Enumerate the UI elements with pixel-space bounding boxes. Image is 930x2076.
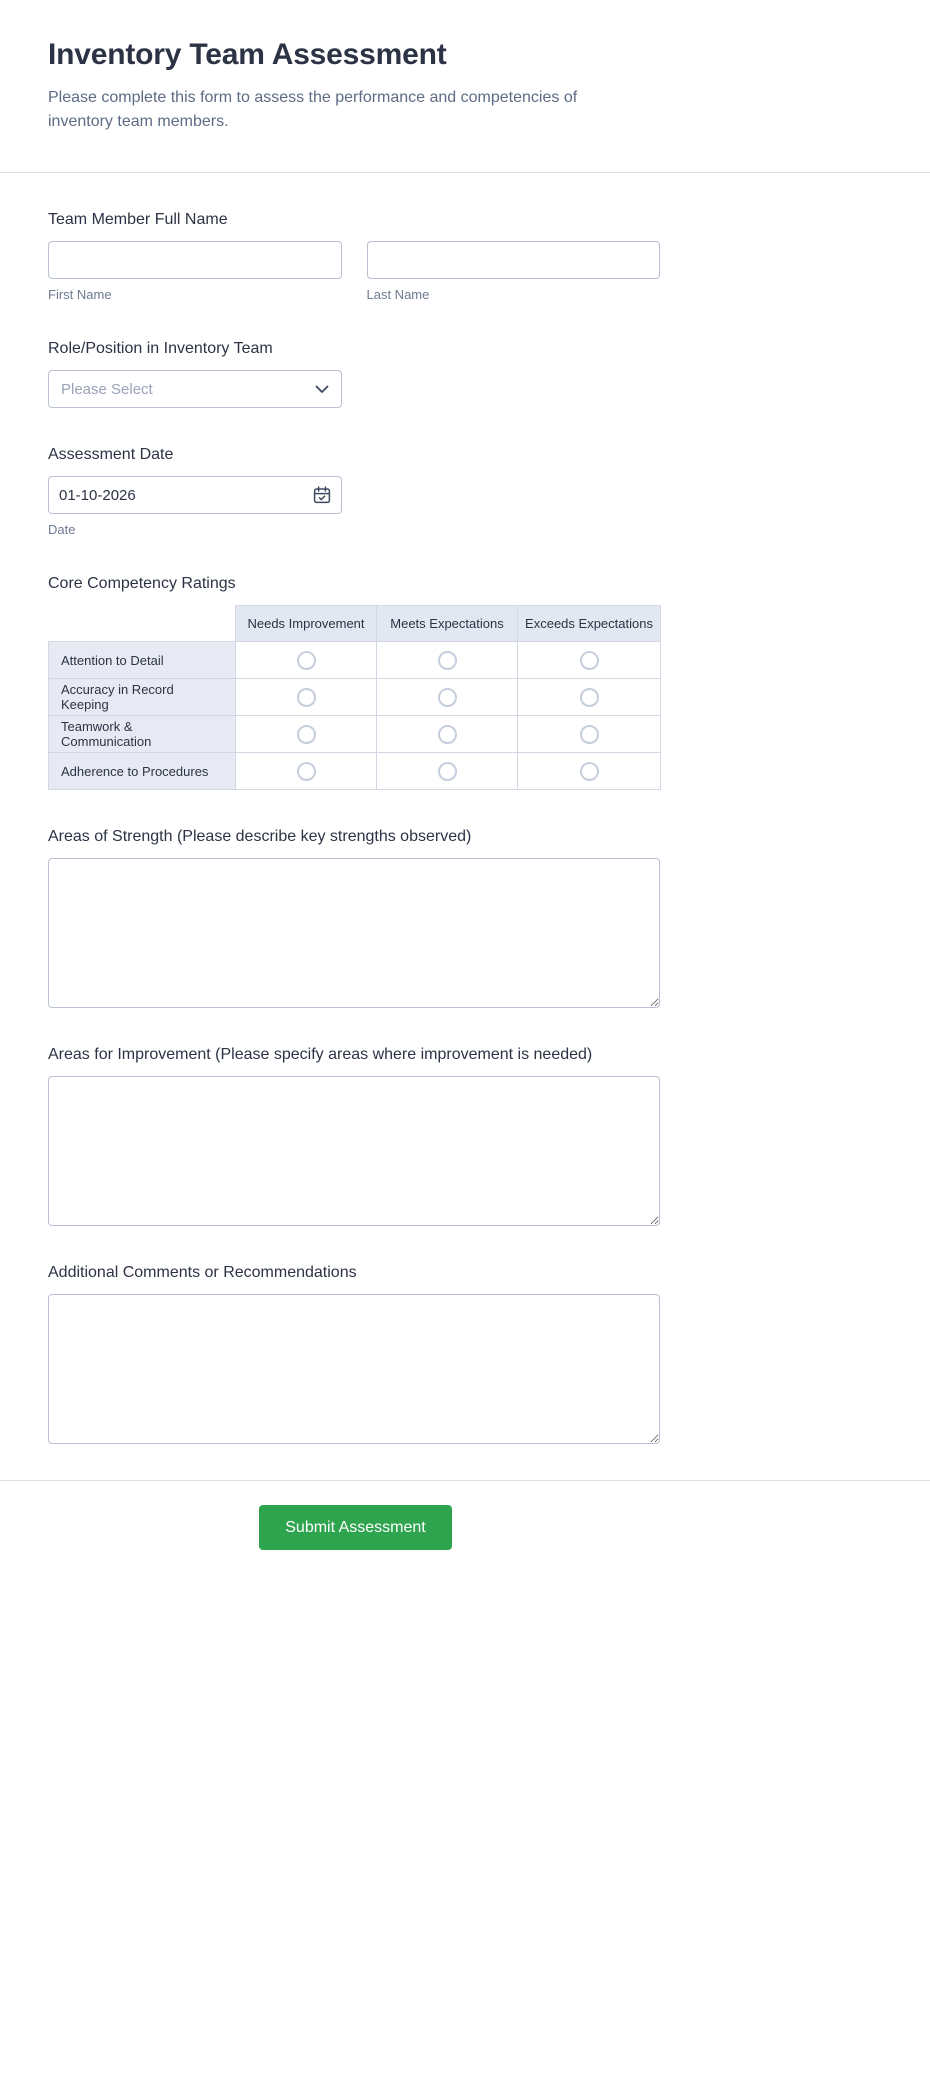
last-name-sublabel: Last Name xyxy=(366,287,430,302)
radio-adherence-meets-expectations[interactable] xyxy=(438,762,457,781)
date-box xyxy=(48,476,342,514)
ratings-row-label: Teamwork & Communication xyxy=(49,716,236,753)
ratings-corner-cell xyxy=(49,606,236,642)
ratings-row-teamwork xyxy=(49,716,661,753)
assessment-date-label: Assessment Date xyxy=(48,446,174,463)
improvement-label: Areas for Improvement (Please specify areas where improvement is needed) xyxy=(48,1046,593,1063)
ratings-row-adherence xyxy=(49,753,661,790)
header-divider xyxy=(0,172,930,173)
ratings-table xyxy=(48,605,661,790)
ratings-header-row xyxy=(49,606,661,642)
first-name-sublabel: First Name xyxy=(48,287,112,302)
cell-attention-needs[interactable] xyxy=(236,642,377,679)
ratings-row-accuracy xyxy=(49,679,661,716)
ratings-row-label: Accuracy in Record Keeping xyxy=(49,679,236,716)
submit-row xyxy=(0,1481,711,1550)
improvement-textarea[interactable] xyxy=(48,1076,660,1226)
cell-adherence-exceeds[interactable] xyxy=(518,753,661,790)
radio-adherence-needs-improvement[interactable] xyxy=(297,762,316,781)
ratings-row-label: Adherence to Procedures xyxy=(49,753,236,790)
date-input[interactable] xyxy=(48,476,342,514)
form-subtitle: Please complete this form to assess the performance and competencies of inventory team members. xyxy=(48,89,578,130)
radio-teamwork-exceeds-expectations[interactable] xyxy=(580,725,599,744)
radio-attention-needs-improvement[interactable] xyxy=(297,651,316,670)
full-name-label: Team Member Full Name xyxy=(48,211,228,228)
radio-accuracy-exceeds-expectations[interactable] xyxy=(580,688,599,707)
cell-teamwork-needs[interactable] xyxy=(236,716,377,753)
ratings-row-label: Attention to Detail xyxy=(49,642,236,679)
radio-attention-exceeds-expectations[interactable] xyxy=(580,651,599,670)
cell-adherence-needs[interactable] xyxy=(236,753,377,790)
ratings-row-attention-to-detail xyxy=(49,642,661,679)
radio-adherence-exceeds-expectations[interactable] xyxy=(580,762,599,781)
role-label: Role/Position in Inventory Team xyxy=(48,340,273,357)
field-strengths xyxy=(48,828,663,1008)
cell-adherence-meets[interactable] xyxy=(377,753,518,790)
ratings-col-header-meets-expectations: Meets Expectations xyxy=(377,606,518,642)
cell-accuracy-meets[interactable] xyxy=(377,679,518,716)
ratings-label: Core Competency Ratings xyxy=(48,575,236,592)
field-role xyxy=(48,340,663,408)
field-ratings xyxy=(48,575,663,790)
submit-button[interactable]: Submit Assessment xyxy=(259,1505,452,1550)
radio-accuracy-meets-expectations[interactable] xyxy=(438,688,457,707)
role-select-placeholder: Please Select xyxy=(61,380,153,398)
radio-teamwork-needs-improvement[interactable] xyxy=(297,725,316,744)
field-improvement xyxy=(48,1046,663,1226)
last-name-input[interactable] xyxy=(367,241,661,279)
ratings-col-header-exceeds-expectations: Exceeds Expectations xyxy=(518,606,661,642)
first-name-input[interactable] xyxy=(48,241,342,279)
cell-teamwork-exceeds[interactable] xyxy=(518,716,661,753)
date-sublabel: Date xyxy=(48,522,76,537)
first-name-col xyxy=(48,241,342,302)
cell-teamwork-meets[interactable] xyxy=(377,716,518,753)
cell-accuracy-exceeds[interactable] xyxy=(518,679,661,716)
role-select[interactable] xyxy=(48,370,342,408)
field-comments xyxy=(48,1264,663,1444)
form-header xyxy=(0,0,711,172)
full-name-row xyxy=(48,241,660,302)
radio-accuracy-needs-improvement[interactable] xyxy=(297,688,316,707)
field-full-name xyxy=(48,211,663,302)
form-title: Inventory Team Assessment xyxy=(48,38,447,71)
strengths-textarea[interactable] xyxy=(48,858,660,1008)
comments-textarea[interactable] xyxy=(48,1294,660,1444)
field-assessment-date xyxy=(48,446,663,537)
form-body xyxy=(0,211,711,1450)
strengths-label: Areas of Strength (Please describe key strengths observed) xyxy=(48,828,472,845)
chevron-down-icon xyxy=(315,385,329,394)
comments-label: Additional Comments or Recommendations xyxy=(48,1264,357,1281)
cell-accuracy-needs[interactable] xyxy=(236,679,377,716)
ratings-col-header-needs-improvement: Needs Improvement xyxy=(236,606,377,642)
radio-attention-meets-expectations[interactable] xyxy=(438,651,457,670)
cell-attention-meets[interactable] xyxy=(377,642,518,679)
cell-attention-exceeds[interactable] xyxy=(518,642,661,679)
radio-teamwork-meets-expectations[interactable] xyxy=(438,725,457,744)
last-name-col xyxy=(367,241,661,302)
